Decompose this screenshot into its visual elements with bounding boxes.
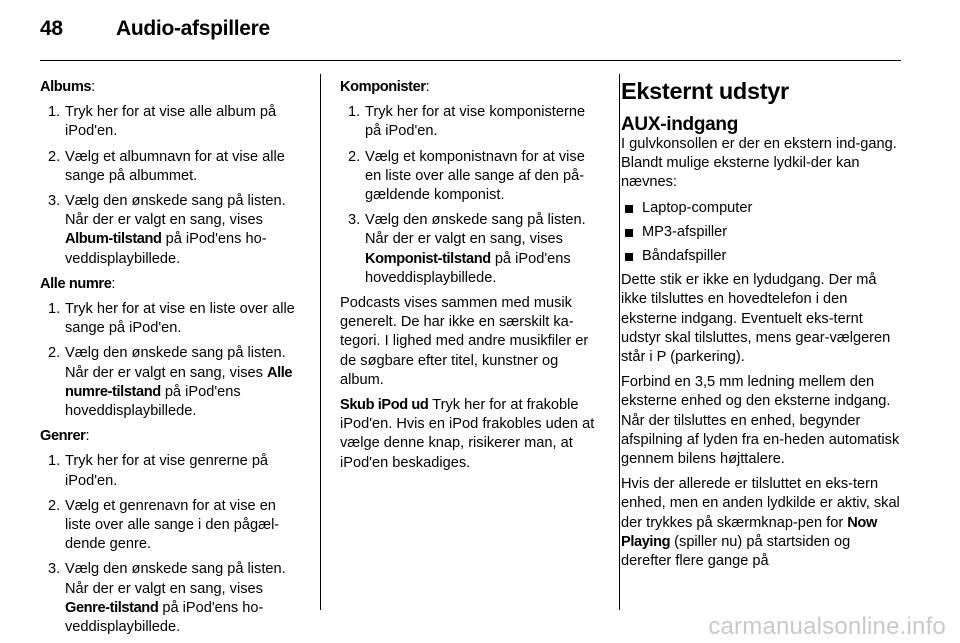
- column-divider-2: [619, 74, 620, 610]
- list-item: 2. Vælg et komponistnavn for at vise en liste over alle sange af den på-gældende komponist.: [348, 148, 585, 204]
- warning-paragraph: Dette stik er ikke en lydudgang. Der må ikke tilsluttes en hovedtelefon i den eksterne indgang. Eventuelt eks-ternt udstyr skal tilsluttes, mens gear-vælgeren står i P (parkering).: [621, 272, 891, 366]
- albums-list: [40, 103, 302, 269]
- column-1: [40, 78, 302, 643]
- skub-ipod-paragraph: Skub iPod ud Tryk her for at frakoble iPod'en. Hvis en iPod frakobles uden at vælge denne knap, risikerer man, at iPod'en beskadiges.: [340, 397, 595, 471]
- list-item: 1. Tryk her for at vise komponisterne på iPod'en.: [348, 104, 586, 140]
- watermark: carmanualsonline.info: [708, 613, 946, 640]
- komponister-list: [340, 103, 602, 288]
- device-list: [621, 199, 903, 267]
- albums-heading: Albums:: [40, 79, 96, 95]
- list-item: 3. Vælg den ønskede sang på listen. Når der er valgt en sang, vises Komponist-tilstand på iPod'ens hoveddisplaybillede.: [348, 212, 586, 286]
- page-number: 48: [40, 17, 63, 40]
- list-item: Laptop-computer: [621, 199, 903, 218]
- list-item: 1. Tryk her for at vise genrerne på iPod'en.: [48, 453, 269, 489]
- list-item: MP3-afspiller: [621, 223, 903, 242]
- connect-paragraph: Forbind en 3,5 mm ledning mellem den eksterne enhed og den eksterne indgang. Når der tilsluttes en enhed, begynder afspilning af lyden fra en-heden automatisk gennem bilens højttalere.: [621, 374, 900, 468]
- list-item: 2. Vælg et albumnavn for at vise alle sange på albummet.: [48, 148, 285, 184]
- list-item: Båndafspiller: [621, 247, 903, 266]
- column-divider-1: [320, 74, 321, 610]
- subsection-heading: AUX-indgang: [621, 114, 739, 135]
- list-item: 2. Vælg den ønskede sang på listen. Når der er valgt en sang, vises Alle numre-tilstand på iPod'ens hoveddisplaybillede.: [48, 345, 293, 420]
- alle-numre-heading: Alle numre:: [40, 275, 116, 292]
- list-item: 1. Tryk her for at vise en liste over alle sange på iPod'en.: [48, 301, 295, 337]
- list-item: 1. Tryk her for at vise alle album på iPod'en.: [48, 104, 277, 140]
- genrer-list: [40, 452, 302, 637]
- page-title: Audio-afspillere: [116, 17, 270, 40]
- bullet-square-icon: [625, 253, 633, 261]
- column-2: [340, 78, 602, 479]
- bullet-square-icon: [625, 229, 633, 237]
- section-heading: Eksternt udstyr: [621, 78, 789, 104]
- now-playing-paragraph: Hvis der allerede er tilsluttet en eks-tern enhed, men en anden lydkilde er aktiv, skal der trykkes på skærmknap-pen for Now Playing (spiller nu) på startsiden og derefter flere gange på: [621, 476, 900, 570]
- column-3: [621, 78, 903, 577]
- genrer-heading: Genrer:: [40, 428, 90, 445]
- aux-intro: I gulvkonsollen er der en ekstern ind-gang. Blandt mulige eksterne lydkil-der kan nævnes:: [621, 136, 897, 191]
- list-item: 2. Vælg et genrenavn for at vise en liste over alle sange i den pågæl-dende genre.: [48, 497, 280, 553]
- komponister-heading: Komponister:: [340, 79, 430, 95]
- header-rule: [40, 60, 901, 61]
- list-item: 3. Vælg den ønskede sang på listen. Når der er valgt en sang, vises Genre-tilstand på iPod'ens ho-veddisplaybillede.: [48, 561, 286, 636]
- list-item: 3. Vælg den ønskede sang på listen. Når der er valgt en sang, vises Album-tilstand på iPod'ens ho-veddisplaybillede.: [48, 193, 286, 267]
- bullet-square-icon: [625, 205, 633, 213]
- podcasts-paragraph: Podcasts vises sammen med musik generelt. De har ikke en særskilt ka-tegori. I lighed med andre musikfiler er de søgbare efter titel, kunstner og album.: [340, 295, 589, 388]
- alle-numre-list: [40, 300, 302, 421]
